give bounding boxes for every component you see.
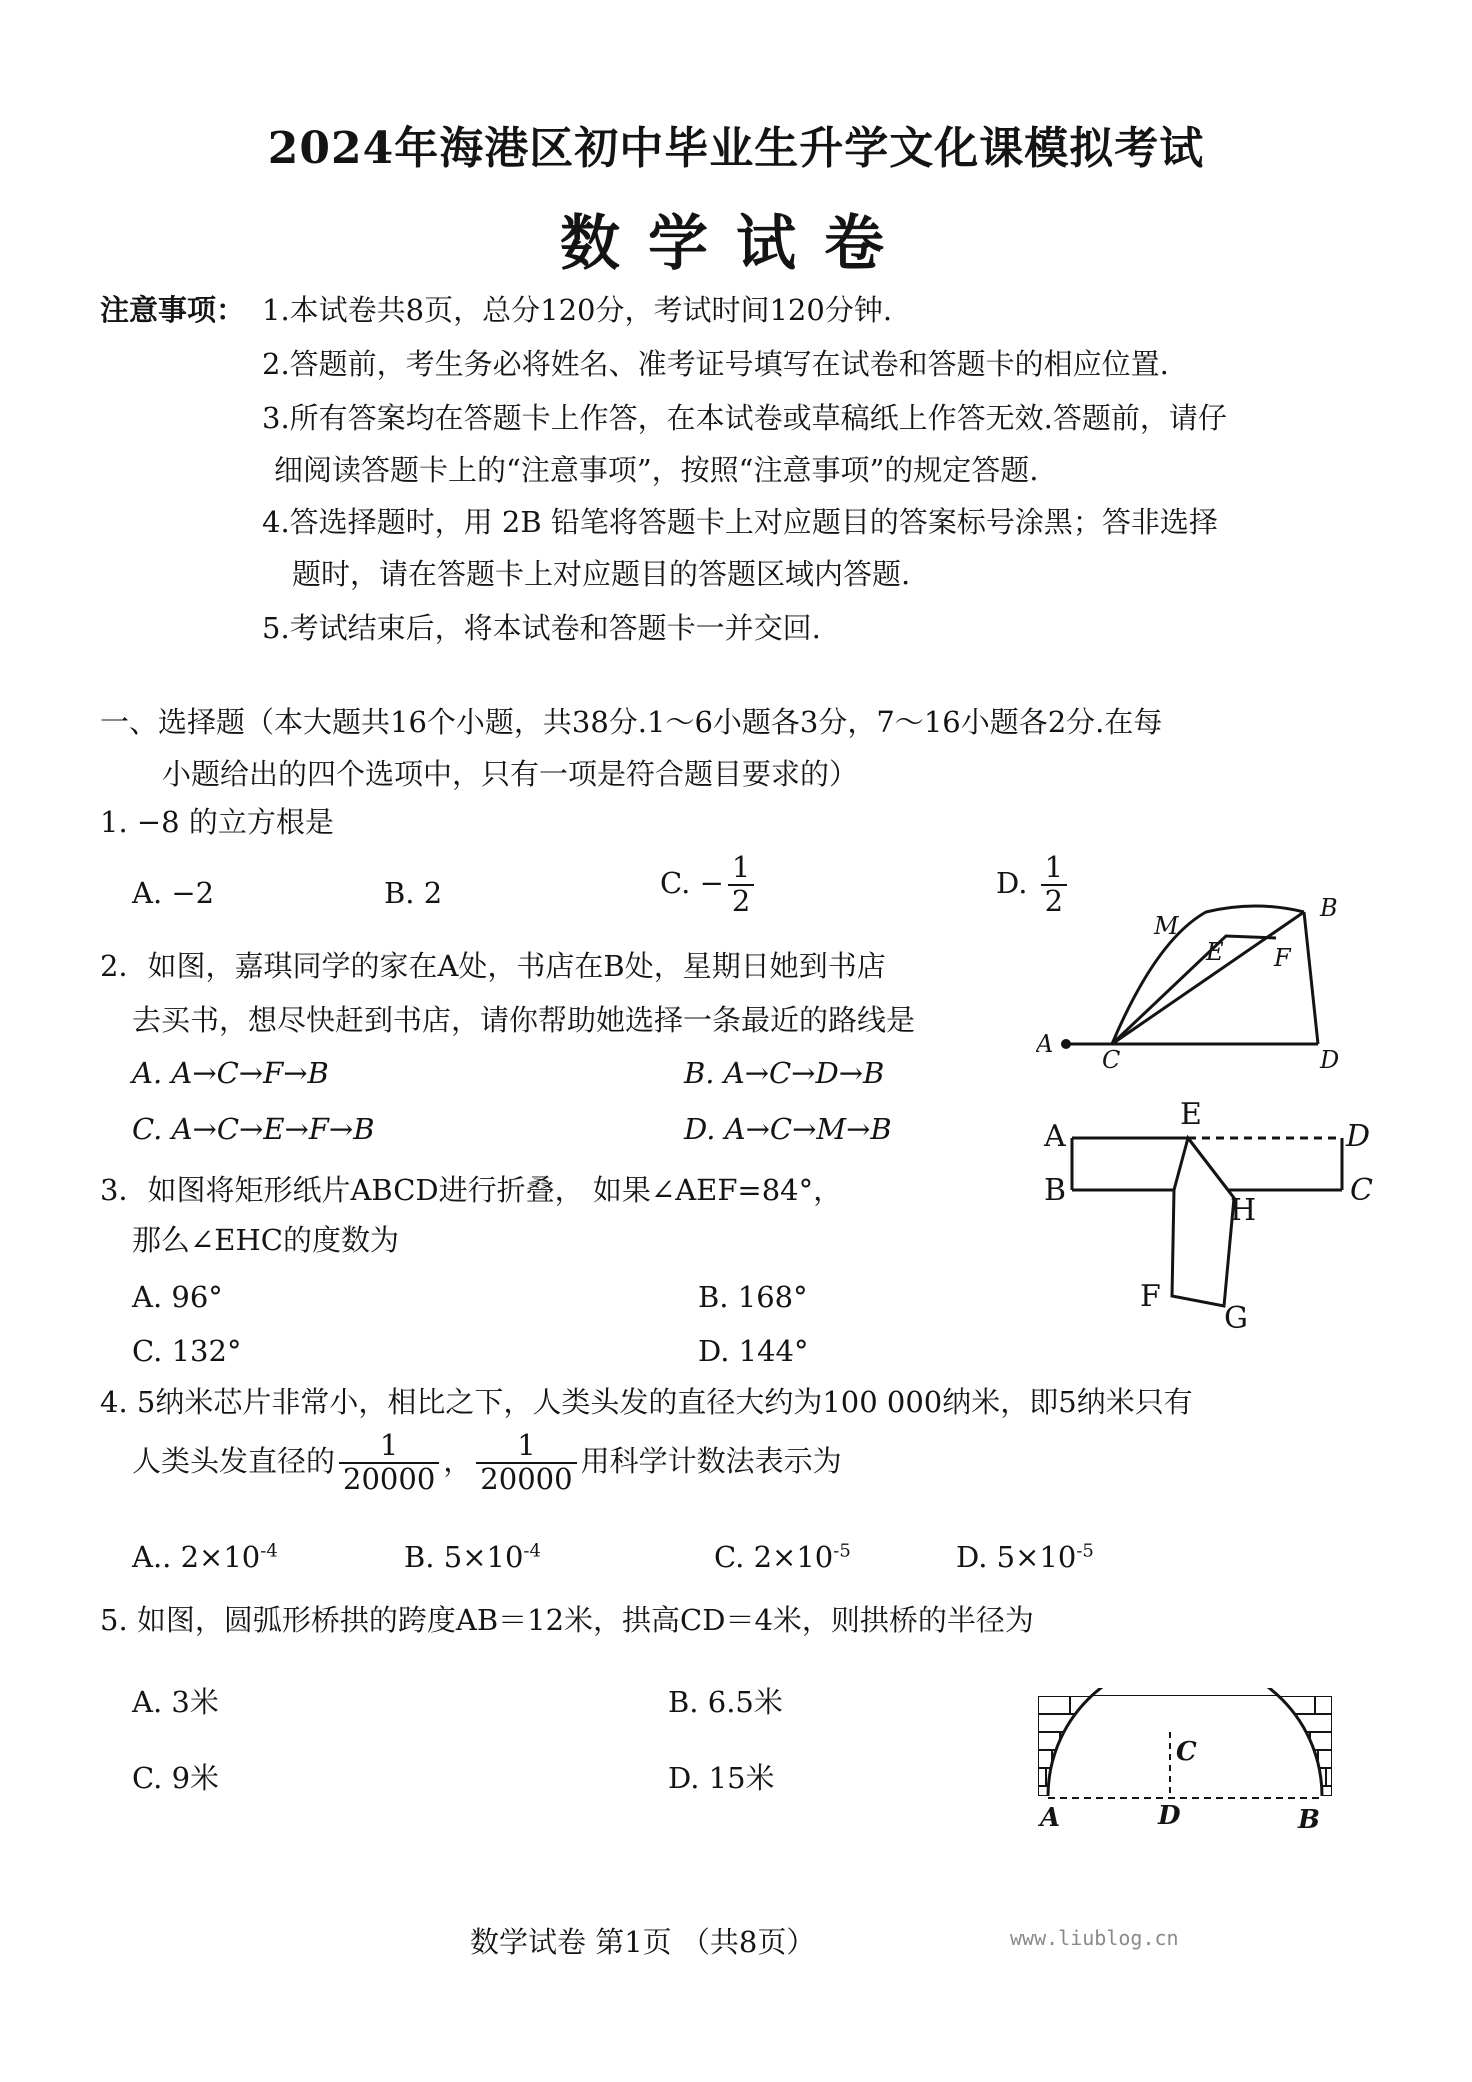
q4-fraction-2-den: 20000 xyxy=(476,1462,576,1496)
q3-label-d: D xyxy=(1346,1119,1371,1154)
q5-bridge-figure xyxy=(1030,1688,1340,1838)
q2-route-figure xyxy=(1036,890,1356,1070)
q4-option-b xyxy=(404,1540,541,1574)
q4-fraction-2 xyxy=(476,1430,576,1496)
q4-option-d-base: D. 5×10 xyxy=(956,1540,1077,1574)
q4-option-a-exp: -4 xyxy=(260,1540,278,1562)
q1-option-d-label: D. xyxy=(996,865,1028,900)
q3-label-f: F xyxy=(1140,1279,1161,1314)
q5-option-c: C. 9米 xyxy=(132,1761,220,1795)
q4-option-a-base: A.. 2×10 xyxy=(132,1540,261,1574)
q5-label-d: D xyxy=(1158,1801,1181,1831)
q3-stem-cont: 那么∠EHC的度数为 xyxy=(132,1223,399,1257)
q2-segment-db xyxy=(1304,912,1318,1044)
q5-option-b: B. 6.5米 xyxy=(668,1685,783,1719)
q4-option-d-exp: -5 xyxy=(1076,1540,1094,1562)
q2-label-b: B xyxy=(1320,894,1338,922)
exam-subtitle: 数学试卷 xyxy=(560,209,912,279)
q2-label-d: D xyxy=(1320,1046,1340,1070)
q1-d-numerator: 1 xyxy=(1044,850,1064,884)
q3-option-c: C. 132° xyxy=(132,1334,242,1368)
q4-option-c-base: C. 2×10 xyxy=(714,1540,834,1574)
q3-option-b: B. 168° xyxy=(698,1280,808,1314)
q1-option-c-sign: − xyxy=(699,865,724,900)
q4-stem-prefix: 人类头发直径的 xyxy=(132,1443,336,1478)
q3-stem: 3．如图将矩形纸片ABCD进行折叠， 如果∠AEF=84°， xyxy=(100,1173,843,1207)
q2-stem: 2．如图，嘉琪同学的家在A处，书店在B处，星期日她到书店 xyxy=(100,949,886,983)
notice-item-4-cont: 题时，请在答题卡上对应题目的答题区域内答题. xyxy=(292,557,911,591)
q2-option-c: C. A→C→E→F→B xyxy=(132,1112,375,1146)
q4-option-d xyxy=(956,1540,1094,1574)
notice-item-5: 5.考试结束后，将本试卷和答题卡一并交回. xyxy=(262,611,821,645)
q3-option-a: A. 96° xyxy=(132,1280,223,1314)
q1-c-numerator: 1 xyxy=(731,850,751,884)
q3-option-d: D. 144° xyxy=(698,1334,809,1368)
notice-item-3: 3.所有答案均在答题卡上作答，在本试卷或草稿纸上作答无效.答题前，请仔 xyxy=(262,401,1227,435)
q4-fraction-2-num: 1 xyxy=(517,1428,536,1462)
q4-fraction-1-den: 20000 xyxy=(339,1462,439,1496)
q1-option-c-fraction xyxy=(728,852,754,918)
q3-fold-figure xyxy=(1040,1100,1390,1340)
q4-option-c xyxy=(714,1540,851,1574)
q1-d-denominator: 2 xyxy=(1041,884,1067,918)
q4-option-a xyxy=(132,1540,278,1574)
q2-label-f: F xyxy=(1274,944,1291,972)
exam-title: 2024年海港区初中毕业生升学文化课模拟考试 xyxy=(267,123,1205,174)
q4-fraction-1-num: 1 xyxy=(379,1428,399,1462)
q2-label-a: A xyxy=(1036,1030,1054,1058)
q3-label-e: E xyxy=(1180,1100,1202,1132)
q2-point-a xyxy=(1061,1039,1071,1049)
q4-option-c-exp: -5 xyxy=(833,1540,851,1562)
q1-c-denominator: 2 xyxy=(728,884,754,918)
q1-option-a: A. −2 xyxy=(132,876,215,910)
q4-stem-cont xyxy=(132,1430,842,1496)
q1-option-b: B. 2 xyxy=(384,876,443,910)
q5-option-a: A. 3米 xyxy=(132,1685,219,1719)
q2-option-a: A. A→C→F→B xyxy=(132,1056,329,1090)
q5-label-c: C xyxy=(1176,1737,1197,1767)
q2-stem-cont: 去买书，想尽快赶到书店，请你帮助她选择一条最近的路线是 xyxy=(132,1003,916,1037)
q2-label-c: C xyxy=(1102,1046,1121,1070)
q5-option-d: D. 15米 xyxy=(668,1761,775,1795)
q3-label-c: C xyxy=(1350,1173,1373,1208)
q3-label-h: H xyxy=(1230,1193,1257,1228)
notice-item-4: 4.答选择题时，用 2B 铅笔将答题卡上对应题目的答案标号涂黑；答非选择 xyxy=(262,505,1218,539)
q3-label-b: B xyxy=(1044,1173,1067,1208)
q4-comma: ， xyxy=(443,1443,473,1478)
q3-label-g: G xyxy=(1224,1301,1248,1336)
q4-stem-suffix: 用科学计数法表示为 xyxy=(580,1443,842,1478)
notice-item-2: 2.答题前，考生务必将姓名、准考证号填写在试卷和答题卡的相应位置. xyxy=(262,347,1169,381)
q1-option-c xyxy=(660,852,758,918)
q4-stem: 4. 5纳米芯片非常小，相比之下，人类头发的直径大约为100 000纳米，即5纳米只有 xyxy=(100,1385,1193,1419)
q2-label-e: E xyxy=(1206,938,1224,966)
q4-fraction-1 xyxy=(339,1430,439,1496)
q2-segment-cb xyxy=(1112,912,1304,1044)
notice-item-1: 1.本试卷共8页，总分120分，考试时间120分钟. xyxy=(262,293,893,327)
q5-label-a: A xyxy=(1040,1803,1061,1833)
notice-item-3-cont: 细阅读答题卡上的“注意事项”，按照“注意事项”的规定答题. xyxy=(274,453,1039,487)
q5-label-b: B xyxy=(1298,1805,1320,1835)
page-footer: 数学试卷 第1页 （共8页） xyxy=(470,1925,816,1959)
q4-option-b-base: B. 5×10 xyxy=(404,1540,524,1574)
q1-stem: 1. −8 的立方根是 xyxy=(100,805,334,839)
q2-option-d: D. A→C→M→B xyxy=(684,1112,892,1146)
notice-label: 注意事项： xyxy=(100,293,246,327)
q2-option-b: B. A→C→D→B xyxy=(684,1056,885,1090)
q3-label-a: A xyxy=(1044,1119,1066,1154)
q4-option-b-exp: -4 xyxy=(523,1540,541,1562)
q1-option-c-label: C. xyxy=(660,865,691,900)
watermark: www.liublog.cn xyxy=(1010,1926,1179,1950)
q5-stem: 5. 如图，圆弧形桥拱的跨度AB＝12米，拱高CD＝4米，则拱桥的半径为 xyxy=(100,1603,1034,1637)
q2-label-m: M xyxy=(1154,912,1179,940)
q3-folded-flap xyxy=(1172,1138,1234,1306)
section1-heading-cont: 小题给出的四个选项中，只有一项是符合题目要求的） xyxy=(162,757,859,791)
section1-heading: 一、选择题（本大题共16个小题，共38分.1～6小题各3分，7～16小题各2分.在每 xyxy=(100,705,1163,739)
